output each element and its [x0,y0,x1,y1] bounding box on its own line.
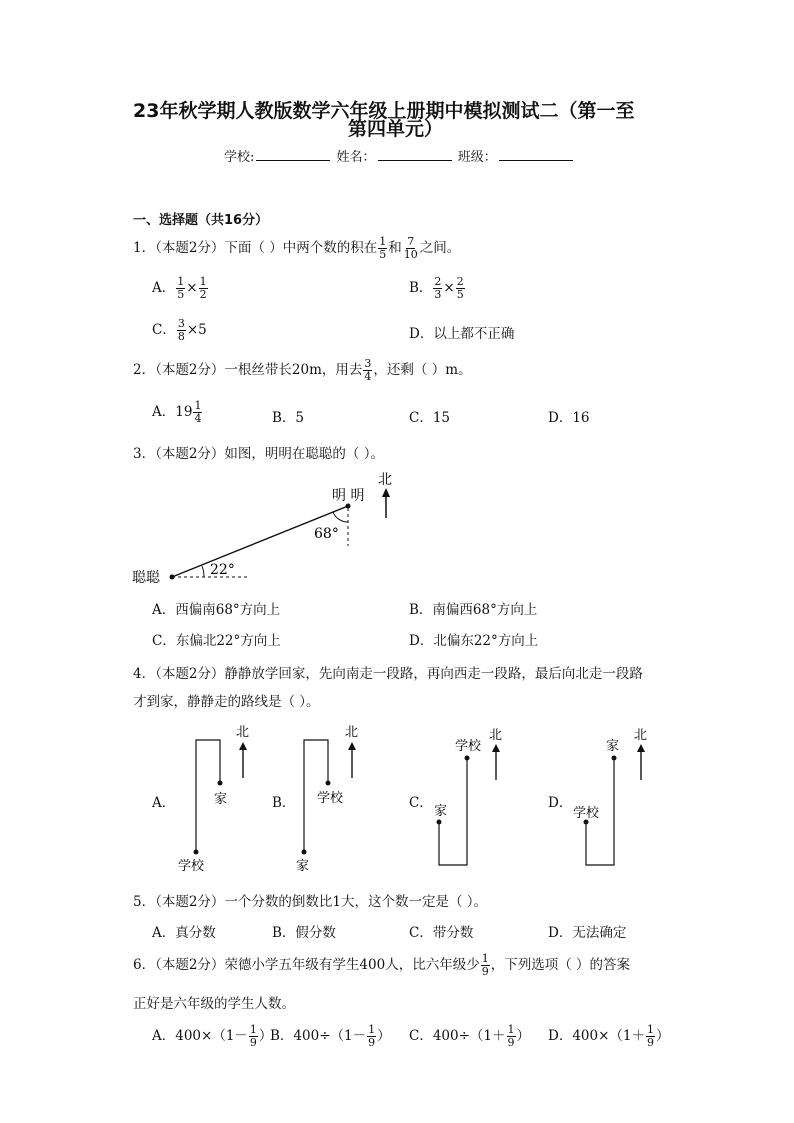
north-arrow-head [637,744,645,752]
north-label: 北 [489,728,503,743]
north-arrow-head [348,742,356,750]
congcong-label: 聪聪 [132,570,160,586]
q5-option-a[interactable]: A．真分数 [152,925,216,941]
school-blank[interactable] [256,148,330,161]
question-6-line-2: 正好是六年级的学生人数。 [133,996,295,1012]
north-arrow-head [382,488,390,497]
home-point [302,850,307,855]
q2-fraction: $\frac{3}{4}$ [364,357,372,383]
q3-option-b[interactable]: B．南偏西68°方向上 [409,602,538,618]
q6-fraction: $\frac{1}{9}$ [481,952,489,978]
section-heading: 一、选择题（共16分） [133,213,269,228]
mingming-label: 明 明 [332,488,365,504]
q3-option-a[interactable]: A．西偏南68°方向上 [152,602,281,618]
q1-fraction-2: $\frac{7}{10}$ [403,235,418,261]
home-label: 家 [296,859,310,874]
school-point [194,850,199,855]
q4-route-a [170,720,260,875]
home-label: 家 [214,792,228,807]
q6-option-b[interactable]: B．400÷（1－ $\frac{1}{9}$ ） [270,1023,391,1049]
school-label: 学校 [573,806,600,821]
q3-option-c[interactable]: C．东偏北22°方向上 [152,633,281,649]
q4-route-b [290,720,380,875]
class-blank[interactable] [499,148,573,161]
q5-option-b[interactable]: B．假分数 [272,925,336,941]
name-blank[interactable] [378,148,452,161]
q5-option-c[interactable]: C．带分数 [409,925,474,941]
q1-option-d[interactable]: D．以上都不正确 [409,326,515,342]
north-label: 北 [378,472,392,488]
school-label: 学校 [317,791,344,806]
name-label: 姓名： [336,150,376,165]
question-1 [133,236,460,261]
angle-22-label: 22° [210,562,235,578]
home-label: 家 [606,739,620,754]
q4-route-d [568,720,658,875]
angle-68-label: 68° [314,526,339,542]
home-label: 家 [434,804,448,819]
q6-option-d[interactable]: D．400×（1＋ $\frac{1}{9}$ ） [548,1023,670,1049]
home-point [437,820,442,825]
title-line-2: 第四单元） [348,118,444,140]
q4-option-c-label[interactable]: C． [409,795,433,811]
title-line-1: 23年秋学期人教版数学六年级上册期中模拟测试二（第一至 [133,100,635,122]
q2-option-b[interactable]: B．5 [272,410,305,426]
q1-text-and: 和 [388,240,402,256]
q4-option-b-label[interactable]: B． [272,795,296,811]
q1-option-a[interactable]: A． $\frac{1}{5}$ × $\frac{1}{2}$ [152,275,207,301]
q2-option-c[interactable]: C．15 [409,410,451,426]
angle-arc-22 [202,566,204,577]
q6-option-c[interactable]: C．400÷（1＋ $\frac{1}{9}$ ） [409,1023,530,1049]
q6-option-a[interactable]: A．400×（1－ $\frac{1}{9}$ ） [152,1023,273,1049]
school-point [326,781,331,786]
question-4-line-2: 才到家，静静走的路线是（ ）。 [133,694,320,710]
q4-option-a-label[interactable]: A． [152,795,176,811]
q3-direction-figure [130,466,400,586]
mingming-point [346,504,351,509]
q5-option-d[interactable]: D．无法确定 [548,925,627,941]
school-label: 学校 [178,859,205,874]
school-point [465,756,470,761]
north-arrow-head [492,744,500,752]
school-label: 学校: [224,150,255,165]
question-2: 2．（本题2分）一根丝带长20m，用去 $\frac{3}{4}$ ，还剩（ ）m。 [133,357,472,383]
question-5: 5．（本题2分）一个分数的倒数比1大，这个数一定是（ ）。 [133,894,488,910]
q1-fraction-1: $\frac{1}{5}$ [379,235,387,261]
q1-option-c[interactable]: C． $\frac{3}{8}$ ×5 [152,317,207,343]
school-label: 学校 [455,739,482,754]
north-label: 北 [345,725,359,740]
home-point [612,756,617,761]
north-arrow-head [239,742,247,750]
q3-option-d[interactable]: D．北偏东22°方向上 [409,633,539,649]
q4-route-c [425,720,515,875]
q1-option-b[interactable]: B． $\frac{2}{3}$ × $\frac{2}{5}$ [409,275,464,301]
q4-option-d-label[interactable]: D． [548,795,573,811]
north-label: 北 [634,728,648,743]
question-4-line-1: 4．（本题2分）静静放学回家，先向南走一段路，再向西走一段路，最后向北走一段路 [133,666,643,682]
class-label: 班级： [457,150,497,165]
q1-text-end: 之间。 [419,240,461,256]
north-label: 北 [236,725,250,740]
q2-option-d[interactable]: D．16 [548,410,590,426]
q2-option-a[interactable]: A．19 $\frac{1}{4}$ [152,399,202,425]
angle-arc-68 [333,512,348,522]
home-point [218,781,223,786]
student-info-line [224,146,575,165]
q1-text: 1．（本题2分）下面（ ）中两个数的积在 [133,240,378,256]
question-3: 3．（本题2分）如图，明明在聪聪的（ ）。 [133,446,384,462]
question-6-line-1: 6．（本题2分）荣德小学五年级有学生400人，比六年级少 $\frac{1}{9}$ ，下列选项（ ）的答案 [133,952,630,978]
